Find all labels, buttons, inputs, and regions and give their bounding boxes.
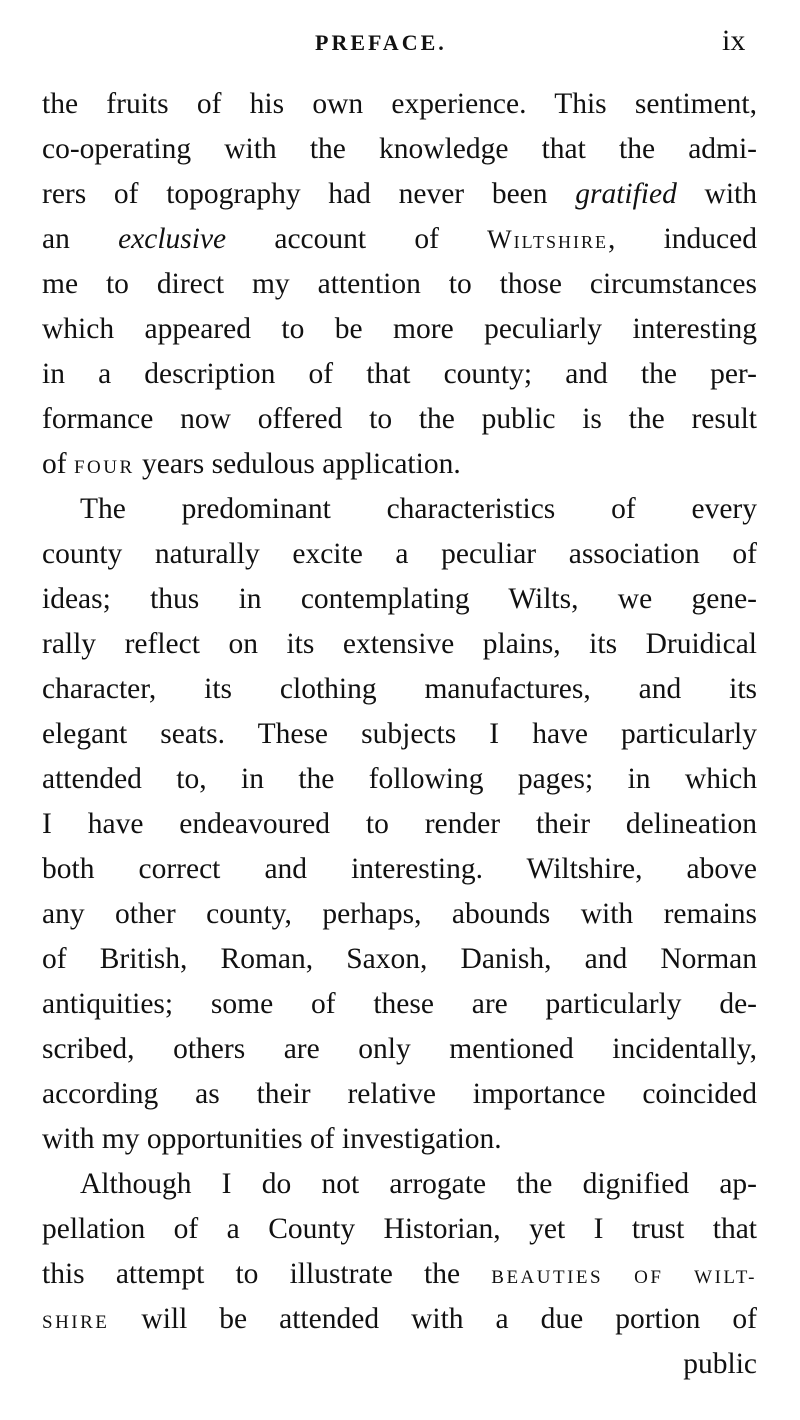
page-number: ix [722, 24, 746, 57]
text-segment: Although I do not arrogate the dignified ap- [80, 1168, 757, 1200]
text-line [42, 1072, 757, 1117]
text-segment: with my opportunities of investigation. [42, 1123, 502, 1155]
text-segment: BEAUTIES OF WILT- [491, 1267, 757, 1288]
text-segment: of British, Roman, Saxon, Danish, and Norman [42, 943, 757, 975]
text-line [42, 397, 757, 442]
text-line [42, 1297, 757, 1342]
text-segment: years sedulous application. [134, 448, 461, 480]
text-segment: will be attended with a due portion of [109, 1303, 757, 1335]
text-line [42, 757, 757, 802]
text-line [42, 712, 757, 757]
text-segment: with [676, 178, 758, 210]
text-line [42, 892, 757, 937]
text-line [42, 307, 757, 352]
text-segment: rers of topography had never been [42, 178, 576, 210]
text-segment: ideas; thus in contemplating Wilts, we gene- [42, 583, 757, 615]
text-segment: pellation of a County Historian, yet I trust that [42, 1213, 757, 1245]
text-segment: exclusive [118, 223, 227, 255]
text-line [42, 352, 757, 397]
text-segment: antiquities; some of these are particularly de- [42, 988, 757, 1020]
text-line [42, 532, 757, 577]
body-text [42, 82, 757, 1387]
text-segment: in a description of that county; and the per- [42, 358, 757, 390]
text-line [42, 82, 757, 127]
text-segment: rally reflect on its extensive plains, its Druidical [42, 628, 757, 660]
text-segment: according as their relative importance coincided [42, 1078, 757, 1110]
text-line [42, 262, 757, 307]
text-segment: attended to, in the following pages; in which [42, 763, 757, 795]
text-segment: any other county, perhaps, abounds with remains [42, 898, 757, 930]
text-segment: character, its clothing manufactures, and its [42, 673, 757, 705]
paragraph-start-line [42, 487, 757, 532]
text-line [42, 1117, 757, 1162]
text-line [42, 1207, 757, 1252]
text-segment: me to direct my attention to those circumstances [42, 268, 757, 300]
text-segment: both correct and interesting. Wiltshire, above [42, 853, 757, 885]
text-line [42, 442, 757, 487]
text-line [42, 127, 757, 172]
text-line [42, 622, 757, 667]
text-segment: elegant seats. These subjects I have particularly [42, 718, 757, 750]
text-segment: an [42, 223, 119, 255]
text-line [42, 217, 757, 262]
text-line [42, 802, 757, 847]
text-segment: , induced [608, 223, 757, 255]
text-segment: formance now offered to the public is the result [42, 403, 757, 435]
text-segment: FOUR [73, 457, 135, 478]
text-segment: scribed, others are only mentioned incidentally, [42, 1033, 757, 1065]
text-segment: account of [226, 223, 488, 255]
text-segment: this attempt to illustrate the [42, 1258, 492, 1290]
text-line [42, 1027, 757, 1072]
text-segment: county naturally excite a peculiar association of [42, 538, 757, 570]
paragraph-start-line [42, 1162, 757, 1207]
text-segment: co-operating with the knowledge that the admi- [42, 133, 757, 165]
text-segment: the fruits of his own experience. This sentiment, [42, 88, 757, 120]
text-segment: Wiltshire [487, 225, 609, 254]
text-segment: which appeared to be more peculiarly interesting [42, 313, 757, 345]
text-segment: The predominant characteristics of every [80, 493, 757, 525]
text-segment: of [42, 448, 74, 480]
text-line [42, 667, 757, 712]
text-line [42, 847, 757, 892]
text-line [42, 982, 757, 1027]
text-segment: gratified [575, 178, 677, 210]
page-header [0, 24, 800, 66]
text-segment: SHIRE [42, 1312, 110, 1333]
text-line [42, 577, 757, 622]
text-segment: public [683, 1348, 757, 1380]
text-line [42, 172, 757, 217]
running-title: PREFACE. [315, 30, 447, 55]
catchword [42, 1342, 757, 1387]
text-line [42, 1252, 757, 1297]
text-segment: I have endeavoured to render their delineation [42, 808, 757, 840]
text-line [42, 937, 757, 982]
